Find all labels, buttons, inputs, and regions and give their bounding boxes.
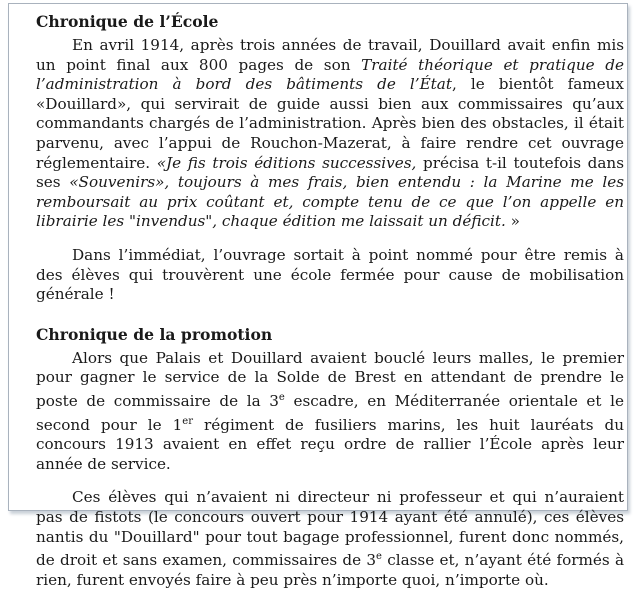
text-run: escadre, en Méditerranée orientale et le second pour le 1 — [36, 391, 624, 434]
text-run: Ces élèves qui n’avaient ni directeur ni professeur et qui n’auraient pas de fistots (le concours ouvert pour 1914 ayant été annulé), ces élèves nantis du "Douillard" pour tout bagage professionnel, furent donc nommés, de droit et sans examen, commissaires de 3 — [36, 488, 624, 570]
text-run: Alors que Palais et Douillard avaient bouclé leurs malles, le premier pour gagner le service de la Solde de Brest en attendant de prendre le poste de commissaire de la 3 — [36, 348, 624, 410]
section-heading-ecole: Chronique de l’École — [36, 12, 219, 31]
section-heading-promotion: Chronique de la promotion — [36, 324, 273, 344]
text-run: précisa t-il toutefois dans ses — [36, 153, 625, 192]
ordinal-sup: er — [182, 415, 193, 427]
ordinal-sup: e — [278, 391, 285, 403]
text-run: , le bientôt fameux «Douillard», qui servirait de guide aussi bien aux commissaires qu’aux commandants chargés de l’administration. Après bien des obstacles, il était parvenu, avec l’appui de Rouchon-Mazerat, à faire rendre cet ouvrage réglementaire. — [36, 75, 624, 172]
text-run: régiment de fusiliers marins, les huit lauréats du concours 1913 avaient en effet reçu ordre de rallier l’École après leur année de service. — [36, 415, 624, 473]
paragraph-eleves — [36, 488, 624, 590]
text-run: classe et, n’ayant été formés à rien, furent envoyés faire à peu près n’importe quoi, n’importe où. — [36, 551, 625, 589]
text-run: » — [505, 212, 520, 231]
quote-run: «Je fis trois éditions successives, — [156, 153, 417, 172]
book-title: Traité théorique et pratique de l’administration à bord des bâtiments de l’État — [36, 55, 624, 94]
paragraph-immediat: Dans l’immédiat, l’ouvrage sortait à point nommé pour être remis à des élèves qui trouvèrent une école fermée pour cause de mobilisation générale ! — [36, 245, 624, 304]
ordinal-sup: e — [376, 551, 382, 563]
quote-run: «Souvenirs», toujours à mes frais, bien entendu : la Marine me les remboursait au prix coûtant et, compte tenu de ce que l’on appelle en librairie les "invendus", chaque édition me laissait un déficit. — [36, 173, 624, 231]
document-body — [36, 12, 624, 590]
paragraph-douillard-traite — [36, 36, 624, 232]
text-run: En avril 1914, après trois années de travail, Douillard avait enfin mis un point final aux 800 pages de son — [36, 36, 624, 74]
paragraph-palais-douillard — [36, 349, 624, 475]
page-frame — [8, 3, 628, 589]
